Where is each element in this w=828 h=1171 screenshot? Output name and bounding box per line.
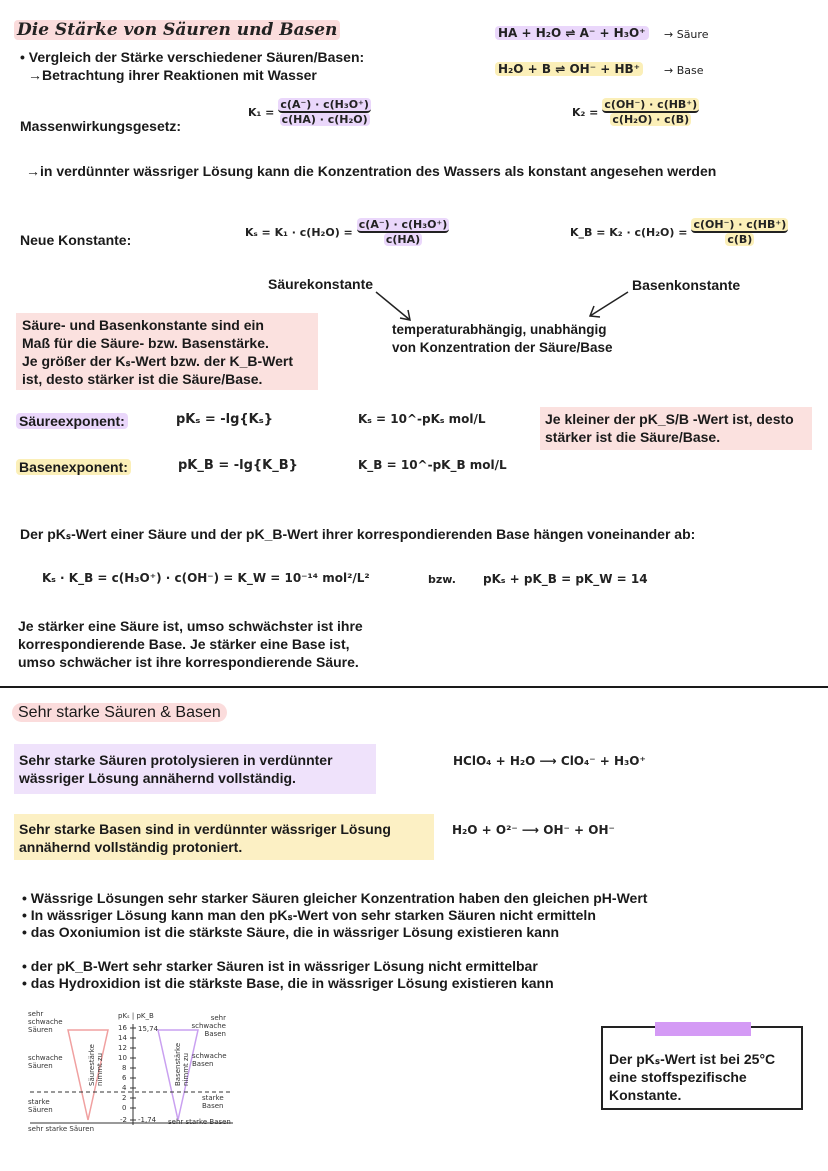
- scale-tick-label: -2: [120, 1116, 127, 1124]
- ks-formula: [245, 218, 449, 246]
- dependence-bzw: bzw.: [428, 573, 456, 586]
- strength-line3: umso schwächer ist ihre korrespondierende Säure.: [18, 654, 359, 670]
- acid-exponent-inverse: Kₛ = 10^-pKₛ mol/L: [358, 412, 486, 426]
- strength-line1: Je stärker eine Säure ist, umso schwächster ist ihre: [18, 618, 363, 634]
- arrow-line-left: [376, 292, 410, 320]
- k1-lhs: K₁ =: [248, 105, 275, 119]
- water-note: →in verdünnter wässriger Lösung kann die Konzentration des Wassers als konstant angesehen werden: [26, 163, 717, 179]
- temp-note-line2: von Konzentration der Säure/Base: [392, 340, 613, 355]
- scale-top-left: sehr schwache Säuren: [28, 1010, 63, 1034]
- measure-box: [16, 313, 318, 390]
- kb-numerator: c(OH⁻) · c(HB⁺): [693, 218, 787, 231]
- mwg-label: Massenwirkungsgesetz:: [20, 118, 182, 134]
- measure-line1: Säure- und Basenkonstante sind ein: [22, 317, 264, 333]
- exponent-note-box: [540, 407, 812, 450]
- very-strong-base-box: [14, 814, 434, 860]
- intro-bullet: • Vergleich der Stärke verschiedener Säuren/Basen:: [20, 49, 365, 65]
- legend-line2: eine stoffspezifische: [609, 1069, 747, 1085]
- legend-line1: Der pKₛ-Wert ist bei 25°C: [609, 1051, 776, 1067]
- exponent-note-line1: Je kleiner der pK_S/B -Wert ist, desto: [545, 411, 794, 427]
- scale-tick-label: 0: [122, 1104, 127, 1112]
- scale-top-value: 15,74: [138, 1025, 159, 1033]
- scale-axis-header: pKₛ | pK_B: [118, 1012, 154, 1020]
- base-exponent-formula: pK_B = -lg{K_B}: [178, 458, 298, 473]
- legend-tape: [655, 1022, 751, 1036]
- very-strong-base-line1: Sehr starke Basen sind in verdünnter wässriger Lösung: [19, 821, 391, 837]
- scale-low-right: starke Basen: [202, 1094, 224, 1110]
- scale-tick-label: 2: [122, 1094, 127, 1102]
- k2-numerator: c(OH⁻) · c(HB⁺): [604, 98, 698, 111]
- measure-line2: Maß für die Säure- bzw. Basenstärke.: [22, 335, 269, 351]
- base-exponent-label: Basenexponent:: [16, 459, 131, 475]
- dependence-eq2: pKₛ + pK_B = pK_W = 14: [483, 572, 648, 586]
- acid-constant-label: Säurekonstante: [268, 276, 374, 292]
- very-strong-acid-line1: Sehr starke Säuren protolysieren in verdünnter: [19, 752, 333, 768]
- bullet-item: • Wässrige Lösungen sehr starker Säuren gleicher Konzentration haben den gleichen pH-Wert: [22, 890, 648, 906]
- k1-formula: [248, 98, 371, 126]
- scale-low-left: starke Säuren: [28, 1098, 53, 1114]
- k1-numerator: c(A⁻) · c(H₃O⁺): [280, 98, 369, 111]
- bullet-item: • der pK_B-Wert sehr starker Säuren ist in wässriger Lösung nicht ermittelbar: [22, 958, 538, 974]
- very-strong-acid-box: [14, 744, 376, 794]
- new-constant-label: Neue Konstante:: [20, 232, 132, 248]
- ks-numerator: c(A⁻) · c(H₃O⁺): [358, 218, 448, 231]
- acid-reaction-label: → Säure: [664, 28, 709, 41]
- arrow-line-right: [590, 292, 628, 316]
- pk-legend-box: [601, 1026, 803, 1110]
- temp-note-line1: temperaturabhängig, unabhängig: [392, 322, 607, 337]
- very-strong-bullets-2: [22, 958, 554, 992]
- kb-denominator: c(B): [727, 233, 753, 246]
- ks-denominator: c(HA): [385, 233, 421, 246]
- page-title: Die Stärke von Säuren und Basen: [14, 20, 340, 40]
- scale-bottom-left: sehr starke Säuren: [28, 1125, 95, 1133]
- scale-mid-right: schwache Basen: [192, 1052, 227, 1068]
- very-strong-acid-line2: wässriger Lösung annähernd vollständig.: [19, 770, 296, 786]
- acid-exponent-label: Säureexponent:: [16, 413, 128, 429]
- k2-lhs: K₂ =: [572, 105, 599, 119]
- very-strong-acid-eq: HClO₄ + H₂O ⟶ ClO₄⁻ + H₃O⁺: [453, 754, 646, 768]
- scale-tick-label: 10: [118, 1054, 127, 1062]
- strength-line2: korrespondierende Base. Je stärker eine Base ist,: [18, 636, 350, 652]
- scale-tick-label: 12: [118, 1044, 127, 1052]
- k1-denominator: c(HA) · c(H₂O): [281, 113, 368, 126]
- base-constant-label: Basenkonstante: [632, 277, 741, 293]
- k2-formula: [572, 98, 699, 126]
- section-divider: [0, 686, 828, 688]
- dependence-sentence: Der pKₛ-Wert einer Säure und der pK_B-Wert ihrer korrespondierenden Base hängen voneinander ab:: [20, 526, 696, 542]
- base-reaction-label: → Base: [664, 64, 704, 77]
- base-arrow-text: Basenstärke nimmt zu: [174, 1042, 190, 1086]
- scale-bottom-right: sehr starke Basen: [168, 1118, 231, 1126]
- scale-tick-label: 16: [118, 1024, 127, 1032]
- scale-tick-label: 8: [122, 1064, 127, 1072]
- scale-tick-label: 4: [122, 1084, 127, 1092]
- acid-exponent-formula: pKₛ = -lg{Kₛ}: [176, 412, 273, 427]
- scale-tick-label: 14: [118, 1034, 127, 1042]
- very-strong-base-eq: H₂O + O²⁻ ⟶ OH⁻ + OH⁻: [452, 823, 615, 837]
- k2-denominator: c(H₂O) · c(B): [612, 113, 690, 126]
- very-strong-bullets: [22, 890, 647, 941]
- dependence-eq1: Kₛ · K_B = c(H₃O⁺) · c(OH⁻) = K_W = 10⁻¹⁴ mol²/L²: [42, 571, 370, 585]
- ks-lhs: Kₛ = K₁ · c(H₂O) =: [245, 225, 353, 239]
- intro-arrow-line: →Betrachtung ihrer Reaktionen mit Wasser: [28, 67, 317, 83]
- very-strong-heading: Sehr starke Säuren & Basen: [12, 703, 227, 722]
- scale-tick-label: 6: [122, 1074, 127, 1082]
- measure-line3: Je größer der Kₛ-Wert bzw. der K_B-Wert: [22, 353, 294, 369]
- exponent-note-line2: stärker ist die Säure/Base.: [545, 429, 721, 445]
- very-strong-base-line2: annähernd vollständig protoniert.: [19, 839, 243, 855]
- kb-lhs: K_B = K₂ · c(H₂O) =: [570, 225, 688, 239]
- measure-line4: ist, desto stärker ist die Säure/Base.: [22, 371, 263, 387]
- legend-line3: Konstante.: [609, 1087, 682, 1103]
- base-exponent-inverse: K_B = 10^-pK_B mol/L: [358, 458, 507, 472]
- scale-mid-left: schwache Säuren: [28, 1054, 63, 1070]
- acid-arrow-text: Säurestärke nimmt zu: [88, 1044, 104, 1086]
- bullet-item: • In wässriger Lösung kann man den pKₛ-Wert von sehr starken Säuren nicht ermitteln: [22, 907, 596, 923]
- acid-reaction-equation: HA + H₂O ⇌ A⁻ + H₃O⁺: [495, 26, 649, 40]
- base-reaction-equation: H₂O + B ⇌ OH⁻ + HB⁺: [495, 62, 643, 76]
- bullet-item: • das Oxoniumion ist die stärkste Säure, die in wässriger Lösung existieren kann: [22, 924, 560, 940]
- pk-scale-diagram: [28, 1010, 238, 1135]
- kb-formula: [570, 218, 788, 246]
- bullet-item: • das Hydroxidion ist die stärkste Base, die in wässriger Lösung existieren kann: [22, 975, 554, 991]
- scale-top-right: sehr schwache Basen: [191, 1014, 226, 1038]
- scale-bottom-value: -1,74: [138, 1116, 157, 1124]
